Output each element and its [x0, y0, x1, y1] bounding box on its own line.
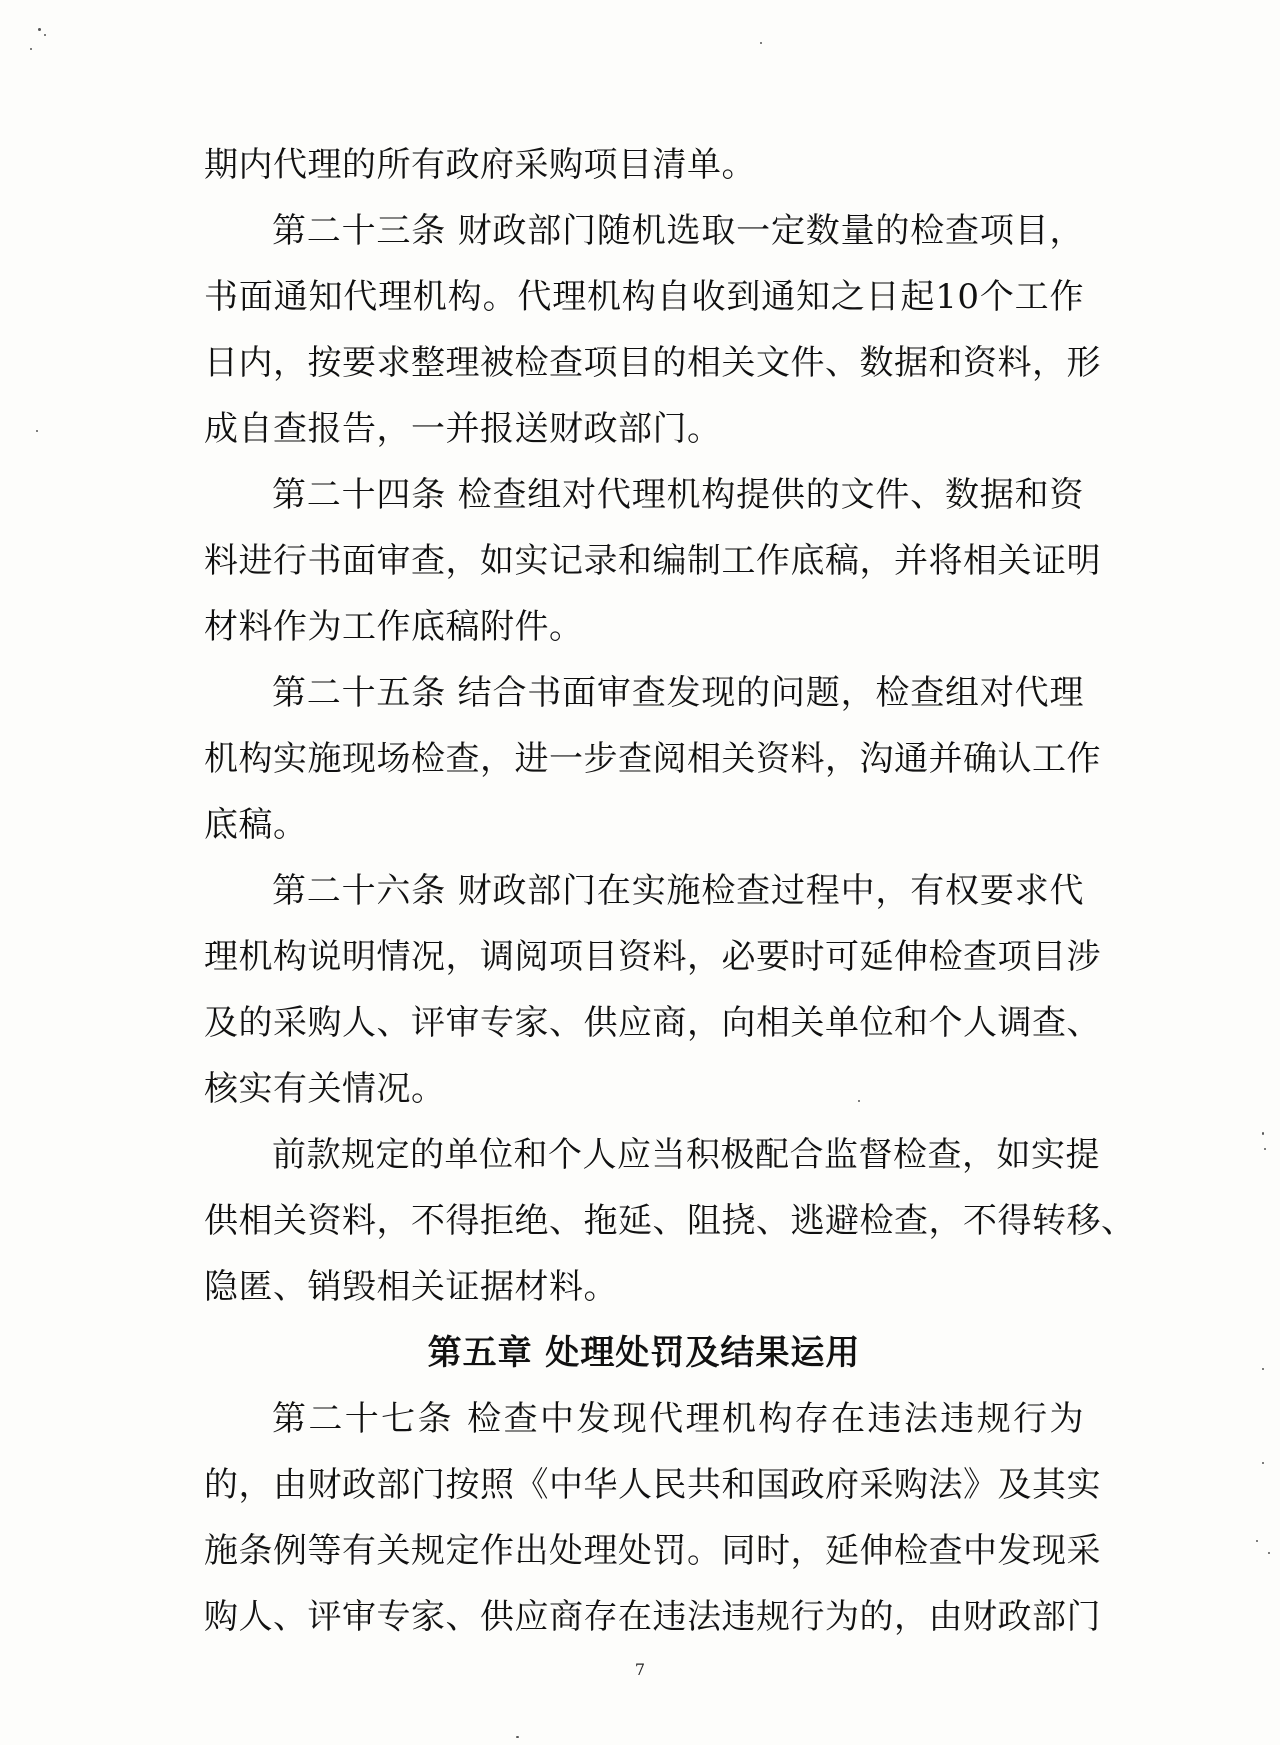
scan-speck: [760, 42, 762, 44]
article-25-line: 第二十五条 结合书面审查发现的问题，检查组对代理: [272, 673, 1084, 713]
text-line: 及的采购人、评审专家、供应商，向相关单位和个人调查、: [204, 1003, 1101, 1043]
scan-speck: [44, 34, 46, 36]
scan-speck: [1262, 1368, 1264, 1370]
scan-speck: [516, 1736, 519, 1738]
text-line: 购人、评审专家、供应商存在违法违规行为的，由财政部门: [204, 1597, 1101, 1637]
text-line: 的，由财政部门按照《中华人民共和国政府采购法》及其实: [204, 1465, 1101, 1505]
article-24-line: 第二十四条 检查组对代理机构提供的文件、数据和资: [272, 475, 1084, 515]
text-line: 核实有关情况。: [204, 1069, 446, 1109]
text-line: 理机构说明情况，调阅项目资料，必要时可延伸检查项目涉: [204, 937, 1101, 977]
scan-speck: [1262, 1462, 1264, 1464]
text-line: 期内代理的所有政府采购项目清单。: [204, 145, 756, 185]
text-line: 书面通知代理机构。代理机构自收到通知之日起10个工作: [204, 277, 1084, 317]
text-line: 隐匿、销毁相关证据材料。: [204, 1267, 618, 1307]
chapter-heading: 第五章 处理处罚及结果运用: [427, 1333, 861, 1373]
paragraph-line: 前款规定的单位和个人应当积极配合监督检查，如实提: [272, 1135, 1100, 1175]
text-line: 日内，按要求整理被检查项目的相关文件、数据和资料，形: [204, 343, 1101, 383]
scan-speck: [36, 430, 38, 432]
article-26-line: 第二十六条 财政部门在实施检查过程中，有权要求代: [272, 871, 1084, 911]
text-line: 施条例等有关规定作出处理处罚。同时，延伸检查中发现采: [204, 1531, 1101, 1571]
scan-speck: [30, 48, 32, 50]
scan-speck: [1268, 1552, 1270, 1554]
text-line: 底稿。: [204, 805, 308, 845]
document-body: [204, 132, 1136, 1650]
text-line: 机构实施现场检查，进一步查阅相关资料，沟通并确认工作: [204, 739, 1101, 779]
scan-speck: [1256, 1540, 1258, 1542]
page-number: 7: [634, 1660, 646, 1679]
scan-speck: [858, 1100, 860, 1102]
scan-speck: [1262, 1132, 1264, 1135]
text-line: 材料作为工作底稿附件。: [204, 607, 584, 647]
article-27-line: 第二十七条 检查中发现代理机构存在违法违规行为: [272, 1399, 1084, 1439]
scan-speck: [1264, 1148, 1266, 1150]
text-line: 成自查报告，一并报送财政部门。: [204, 409, 722, 449]
text-line: 料进行书面审查，如实记录和编制工作底稿，并将相关证明: [204, 541, 1101, 581]
text-line: 供相关资料，不得拒绝、拖延、阻挠、逃避检查，不得转移、: [204, 1201, 1136, 1241]
article-23-line: 第二十三条 财政部门随机选取一定数量的检查项目，: [272, 211, 1084, 251]
scan-speck: [38, 28, 41, 31]
